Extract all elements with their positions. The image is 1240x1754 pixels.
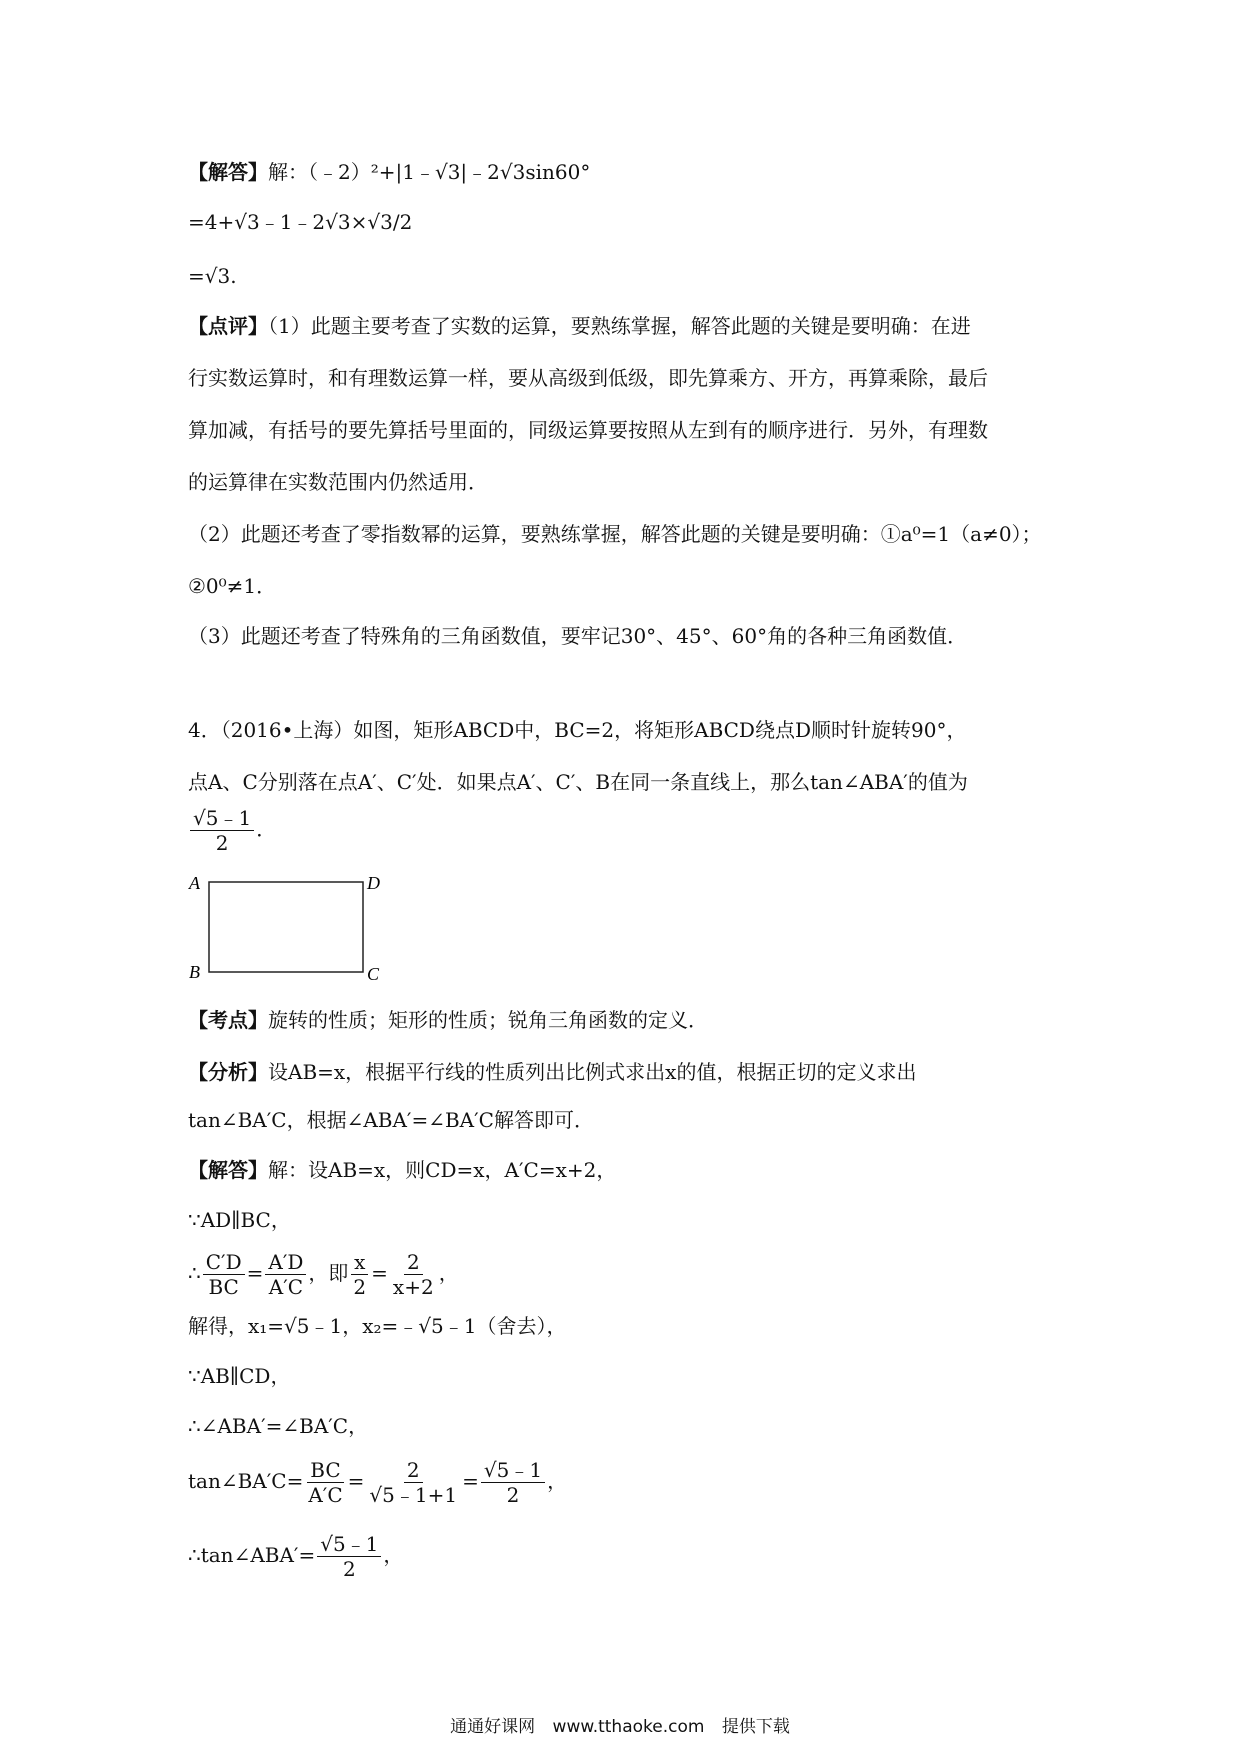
numerator: 2	[404, 1458, 423, 1483]
denominator: x+2	[392, 1275, 434, 1299]
footer-site-name: 通通好课网	[450, 1717, 536, 1737]
denominator: 2	[342, 1557, 356, 1581]
jieda-line-3	[188, 1250, 459, 1299]
text-ji: ，即	[308, 1261, 349, 1285]
fenxi-line-1	[188, 1058, 916, 1086]
denominator: A′C	[308, 1483, 343, 1507]
comma: ，	[383, 1543, 404, 1567]
denominator: 2	[506, 1483, 520, 1507]
fenxi-line-2: tan∠BA′C，根据∠ABA′=∠BA′C解答即可．	[188, 1108, 594, 1132]
numerator: C′D	[203, 1250, 245, 1275]
jieda-text-1: 解：设AB=x，则CD=x，A′C=x+2，	[268, 1158, 617, 1182]
label-a: A	[189, 873, 200, 893]
comment-line-6: ②0⁰≠1．	[188, 574, 277, 598]
page-footer	[0, 1712, 1240, 1737]
denominator: BC	[208, 1275, 239, 1299]
comment-line-4: 的运算律在实数范围内仍然适用．	[188, 470, 488, 494]
fraction-2-x2	[390, 1250, 437, 1299]
comment-label: 【点评】	[188, 314, 268, 338]
answer-fraction	[190, 806, 254, 855]
conclusion-label: ∴tan∠ABA′=	[188, 1543, 316, 1567]
rectangle	[209, 882, 363, 972]
jieda-line-5: ∵AB∥CD，	[188, 1364, 291, 1388]
label-b: B	[189, 962, 200, 982]
jieda-label: 【解答】	[188, 1158, 268, 1182]
therefore-symbol: ∴	[188, 1261, 201, 1285]
numerator: 2	[404, 1250, 423, 1275]
comment-line-7: （3）此题还考查了特殊角的三角函数值，要牢记30°、45°、60°角的各种三角函数值．	[188, 624, 968, 648]
fraction-2-sqrt5	[366, 1458, 460, 1507]
equals: =	[371, 1261, 388, 1285]
answer-numerator: √5﹣1	[190, 806, 254, 831]
equals: =	[462, 1469, 479, 1493]
denominator: A′C	[268, 1275, 304, 1299]
label-d: D	[367, 873, 380, 893]
question-4-answer	[188, 806, 276, 855]
question-4-line-1: 4．（2016•上海）如图，矩形ABCD中，BC=2，将矩形ABCD绕点D顺时针旋转90°，	[188, 718, 967, 742]
rectangle-abcd-figure	[186, 872, 406, 982]
footer-suffix: 提供下载	[721, 1717, 790, 1737]
solution-label: 【解答】	[188, 160, 268, 184]
denominator: √5﹣1+1	[369, 1483, 458, 1507]
comma: ，	[438, 1261, 459, 1285]
numerator: √5﹣1	[317, 1532, 381, 1557]
fraction-result	[481, 1458, 545, 1507]
comment-line-1	[188, 312, 971, 340]
fraction-final	[317, 1532, 381, 1581]
comment-line-3: 算加减，有括号的要先算括号里面的，同级运算要按照从左到有的顺序进行．另外，有理数	[188, 418, 988, 442]
jieda-line-7	[188, 1458, 567, 1507]
comment-line-2: 行实数运算时，和有理数运算一样，要从高级到低级，即先算乘方、开方，再算乘除，最后	[188, 366, 988, 390]
equals: =	[246, 1261, 264, 1285]
comma: ，	[547, 1469, 568, 1493]
answer-denominator: 2	[215, 831, 229, 855]
fraction-ad-ac	[265, 1250, 306, 1299]
jieda-line-1	[188, 1156, 616, 1184]
tan-label: tan∠BA′C=	[188, 1469, 304, 1493]
fraction-cd-bc	[203, 1250, 245, 1299]
label-c: C	[367, 964, 380, 982]
solution-line-2: =4+√3﹣1﹣2√3×√3/2	[188, 210, 413, 234]
numerator: √5﹣1	[481, 1458, 545, 1483]
fraction-bc-ac	[305, 1458, 345, 1507]
numerator: A′D	[265, 1250, 306, 1275]
footer-url[interactable]: www.tthaoke.com	[552, 1717, 705, 1737]
kaodian-text: 旋转的性质；矩形的性质；锐角三角函数的定义．	[268, 1008, 708, 1032]
question-4-line-2: 点A、C分别落在点A′、C′处．如果点A′、C′、B在同一条直线上，那么tan∠ABA′的值为	[188, 770, 968, 794]
equals: =	[347, 1469, 365, 1493]
comment-text-1: （1）此题主要考查了实数的运算，要熟练掌握，解答此题的关键是要明确：在进	[268, 314, 971, 338]
kaodian-label: 【考点】	[188, 1008, 268, 1032]
jieda-line-6: ∴∠ABA′=∠BA′C，	[188, 1414, 369, 1438]
fenxi-label: 【分析】	[188, 1060, 268, 1084]
numerator: BC	[307, 1458, 343, 1483]
comment-line-5: （2）此题还考查了零指数幂的运算，要熟练掌握，解答此题的关键是要明确：①a⁰=1（a≠0）；	[188, 522, 1042, 546]
jieda-line-4: 解得，x₁=√5﹣1，x₂=﹣√5﹣1（舍去），	[188, 1314, 567, 1338]
jieda-line-8	[188, 1532, 403, 1581]
denominator: 2	[353, 1275, 367, 1299]
solution-line-3: =√3.	[188, 264, 237, 288]
solution-line-1	[188, 158, 590, 186]
fenxi-text-1: 设AB=x，根据平行线的性质列出比例式求出x的值，根据正切的定义求出	[268, 1060, 917, 1084]
fraction-x-2	[350, 1250, 369, 1299]
jieda-line-2: ∵AD∥BC，	[188, 1208, 291, 1232]
kaodian-line	[188, 1006, 708, 1034]
answer-period: ．	[256, 817, 277, 841]
solution-expr-1: 解：（﹣2）²+|1﹣√3|﹣2√3sin60°	[268, 160, 591, 184]
numerator: x	[351, 1250, 368, 1275]
